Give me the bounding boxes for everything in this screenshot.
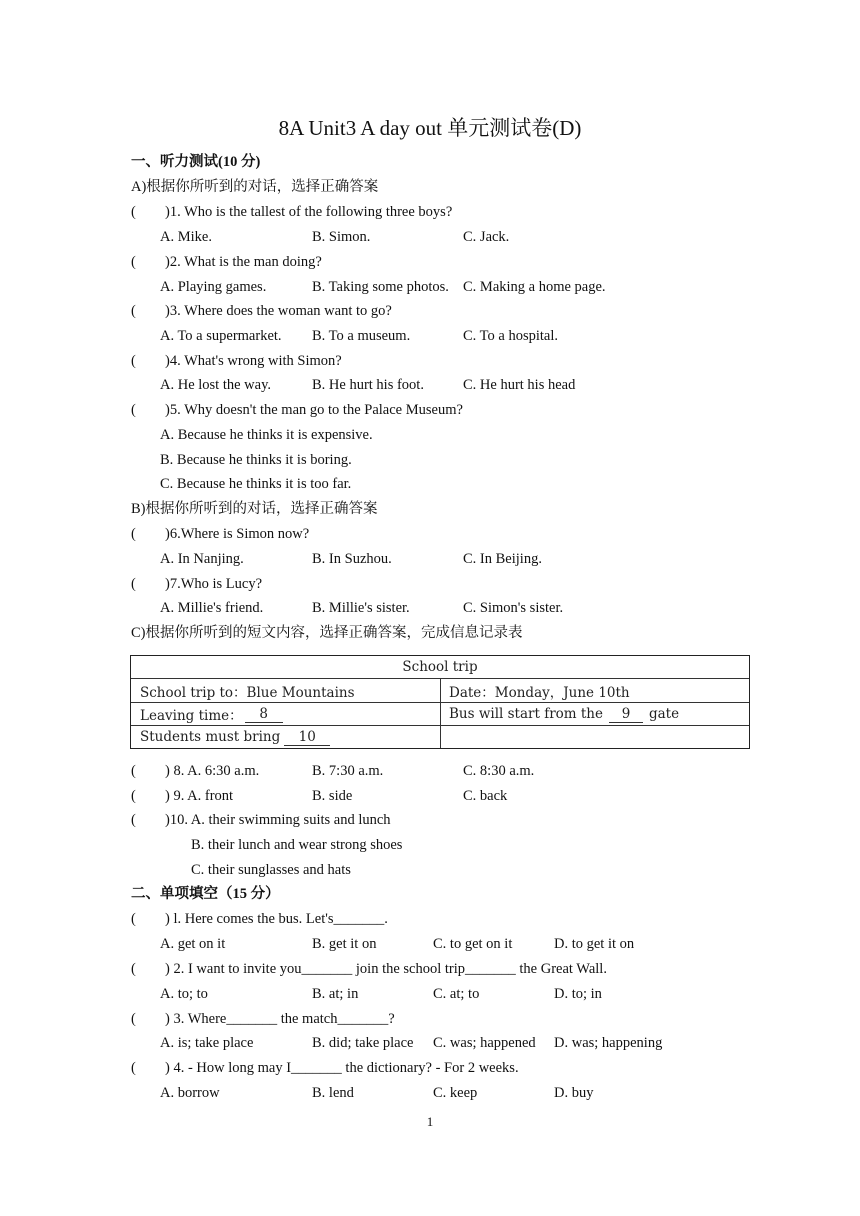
option-c: C. Simon's sister. [463,600,564,616]
leaving-time-cell [131,703,440,725]
option-c: C. at; to [433,986,480,1002]
part-a-instruction: A)根据你所听到的对话，选择正确答案 [131,179,379,195]
table-row [131,702,749,725]
option-a: A. To a supermarket. [160,328,282,344]
option-a: A. to; to [160,986,208,1002]
option-b: B. To a museum. [312,328,411,344]
bring-items-cell [131,726,440,748]
option-a: A. Because he thinks it is expensive. [160,427,373,443]
option-b: B. Taking some photos. [312,279,449,295]
option-b: B. He hurt his foot. [312,377,424,393]
option-a: A. Millie's friend. [160,600,264,616]
answer-paren: ( [131,1060,136,1076]
option-c: C. their sunglasses and hats [191,862,351,878]
option-b: B. lend [312,1085,354,1101]
school-trip-table [130,655,750,749]
option-c: C. In Beijing. [463,551,542,567]
option-b: B. Simon. [312,229,371,245]
option-b: B. Because he thinks it is boring. [160,452,352,468]
option-a: A. get on it [160,936,226,952]
option-a: A. Mike. [160,229,212,245]
answer-paren: ( [131,763,136,779]
option-b: B. did; take place [312,1035,414,1051]
option-c: C. Because he thinks it is too far. [160,476,352,492]
answer-paren: ( [131,254,136,270]
question-text: )10. A. their swimming suits and lunch [165,812,391,828]
page-number: 1 [426,1114,434,1129]
question-text: ) 2. I want to invite you_______ join the school trip_______ the Great Wall. [165,961,607,977]
option-a: A. He lost the way. [160,377,272,393]
section1-heading: 一、听力测试(10 分) [131,154,261,170]
section2-heading: 二、单项填空（15 分） [131,886,280,902]
bus-gate-label: Bus will start from the [449,706,603,722]
trip-date-cell: Date：Monday，June 10th [449,684,630,701]
page-title: 8A Unit3 A day out 单元测试卷(D) [278,116,582,140]
option-c: C. Making a home page. [463,279,606,295]
option-d: D. to get it on [554,936,635,952]
answer-paren: ( [131,303,136,319]
option-b: B. 7:30 a.m. [312,763,384,779]
option-a: A. Playing games. [160,279,267,295]
question-text: )1. Who is the tallest of the following three boys? [165,204,453,220]
blank-8: 8 [245,706,283,723]
option-c: C. Jack. [463,229,510,245]
option-a: A. borrow [160,1085,220,1101]
part-b-instruction: B)根据你所听到的对话，选择正确答案 [131,501,378,517]
answer-paren: ( [131,526,136,542]
answer-paren: ( [131,961,136,977]
leaving-time-label: Leaving time： [140,708,243,724]
bring-label: Students must bring [140,729,281,745]
table-row [131,678,749,702]
question-text: )4. What's wrong with Simon? [165,353,342,369]
table-row [131,725,749,748]
option-c: C. He hurt his head [463,377,576,393]
question-text: )5. Why doesn't the man go to the Palace Museum? [165,402,463,418]
answer-paren: ( [131,353,136,369]
bus-gate-cell [440,703,749,725]
table-header: School trip [402,659,478,675]
question-text: ) 4. - How long may I_______ the dictionary? - For 2 weeks. [165,1060,519,1076]
option-c: C. back [463,788,508,804]
question-text: )7.Who is Lucy? [165,576,263,592]
question-text: )6.Where is Simon now? [165,526,310,542]
option-c: C. was; happened [433,1035,536,1051]
answer-paren: ( [131,204,136,220]
question-text: ) 3. Where_______ the match_______? [165,1011,395,1027]
option-c: C. to get on it [433,936,513,952]
question-text: ) 8. A. 6:30 a.m. [165,763,260,779]
answer-paren: ( [131,788,136,804]
question-text: )2. What is the man doing? [165,254,322,270]
gate-word: gate [648,706,680,722]
option-b: B. Millie's sister. [312,600,410,616]
answer-paren: ( [131,911,136,927]
part-c-instruction: C)根据你所听到的短文内容，选择正确答案，完成信息记录表 [131,625,523,641]
question-text: ) l. Here comes the bus. Let's_______. [165,911,388,927]
option-c: C. 8:30 a.m. [463,763,535,779]
answer-paren: ( [131,402,136,418]
option-b: B. get it on [312,936,377,952]
option-b: B. at; in [312,986,359,1002]
table-row [131,656,749,678]
option-c: C. keep [433,1085,478,1101]
answer-paren: ( [131,812,136,828]
answer-paren: ( [131,576,136,592]
question-text: ) 9. A. front [165,788,234,804]
option-a: A. In Nanjing. [160,551,244,567]
answer-paren: ( [131,1011,136,1027]
option-d: D. to; in [554,986,602,1002]
option-a: A. is; take place [160,1035,254,1051]
option-c: C. To a hospital. [463,328,558,344]
blank-10: 10 [284,729,330,746]
question-text: )3. Where does the woman want to go? [165,303,392,319]
option-d: D. was; happening [554,1035,663,1051]
option-d: D. buy [554,1085,594,1101]
option-b: B. side [312,788,353,804]
option-b: B. In Suzhou. [312,551,392,567]
blank-9: 9 [609,706,643,723]
trip-destination-cell: School trip to：Blue Mountains [140,684,355,701]
option-b: B. their lunch and wear strong shoes [191,837,403,853]
